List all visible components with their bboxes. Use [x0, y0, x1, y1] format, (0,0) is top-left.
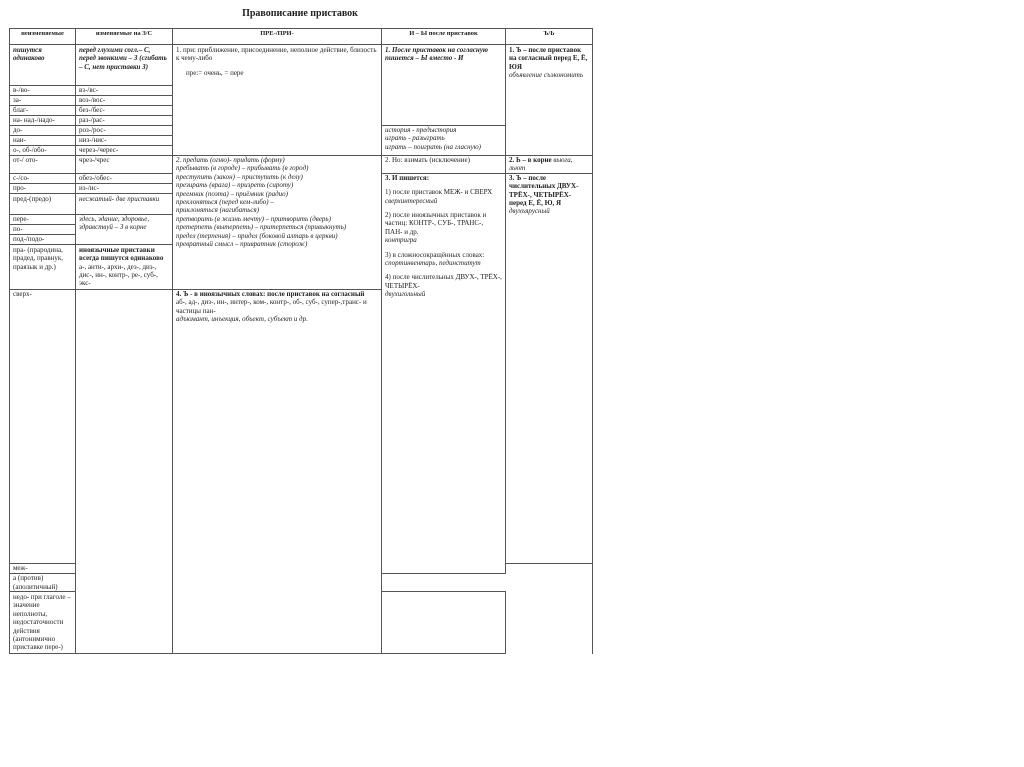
list-item: благ- — [10, 106, 76, 116]
list-item: обез-/обес- — [76, 173, 173, 183]
list-item: а (против) (аполитичный) — [10, 574, 76, 592]
list-item: без-/бес- — [76, 106, 173, 116]
sign-rule-4: 4. Ъ - в иноязычных словах: после приставок на согласный аб-, ад-, диз-, ин-, интер-, ком-, контр-, об-, суб-, супер-,транс- и частицы пан- адъюмант, инъекция, объект, субъект и др. — [173, 289, 382, 653]
list-item: до- — [10, 126, 76, 136]
list-item: на- над-/надо- — [10, 116, 76, 126]
header-hard-soft-sign: Ъ/Ь — [506, 29, 593, 45]
list-item: низ-/нис- — [76, 136, 173, 146]
list-item: с-/со- — [10, 173, 76, 183]
list-item: меж- — [10, 564, 76, 574]
pre-pri-section-2: 2. предать (огню)- придать (форму) пребывать (в городе) – прибывать (в город) преступить (закон) – приступить (к делу) презирать (врага) – призреть (сироту) преемник (поэта) – приёмник (радио) преклоняться (перед кем-либо) – приклоняться (нагибаться) претворить (в жизнь мечту) – притворить (дверь) претерпеть (вытерпеть) – притерпеться (привыкнуть) предел (терпения) – придел (боковой алтарь в церкви) превратный смысл – привратник (сторож) — [173, 156, 382, 290]
header-unchangeable: неизменяемые — [10, 29, 76, 45]
header-pre-pri: ПРЕ-/ПРИ- — [173, 29, 382, 45]
list-item: пере- — [10, 214, 76, 224]
list-item: воз-/вос- — [76, 96, 173, 106]
i-y-rule-3: 3. И пишется: 1) после приставок МЕЖ- и СВЕРХ сверхинтересный 2) после иноязычных приставок и частиц: КОНТР-, СУБ-, ТРАНС-, ПАН- и др. контригра 3) в сложносокращённых словах: спортинвентарь, пединститут 4) после числительных ДВУХ-, ТРЁХ-, ЧЕТЫРЁХ- двухигольный — [382, 173, 506, 573]
i-y-rule-2: 2. Но: взимать (исключение) — [382, 156, 506, 174]
sign-rule-3: 3. Ъ – после числительных ДВУХ-ТРЁХ-, ЧЕТЫРЁХ- перед Е, Ё, Ю, Я двухъярусный — [506, 173, 593, 563]
i-y-rule-1-head: 1. После приставок на согласную пишется – Ы вместо - И — [382, 45, 506, 126]
list-item: за- — [10, 96, 76, 106]
list-item: про- — [10, 183, 76, 193]
pre-pri-rule-1: 1. при: приближение, присоединение, неполное действие, близость к чему-либо — [176, 46, 377, 63]
list-item: в-/во- — [10, 86, 76, 96]
list-item: из-/ис- — [76, 183, 173, 193]
list-item: роз-/рос- — [76, 126, 173, 136]
sign-rule-2: 2. Ь – в корне вьюга, льют — [506, 156, 593, 174]
list-item: наи- — [10, 136, 76, 146]
pre-pri-rule-pre: пре:= очень, = пере — [186, 68, 244, 77]
header-zs: изменяемые на З/С — [76, 29, 173, 45]
list-item: недо- при глаголе – значение неполноты, недостаточности действия (антонимично приставке пере-) — [10, 592, 76, 654]
list-item: сверх- — [10, 289, 76, 564]
col2-note-2: здесь, здание, здоровье, здравствуй – З в корне — [76, 214, 173, 244]
list-item: через-/черес- — [76, 146, 173, 156]
foreign-prefixes: иноязычные приставки всегда пишутся одинаково а-, анти-, архи-, дез-, диз-, дис-, ин-, контр-, ре-, суб-, экс- — [76, 244, 173, 289]
i-y-examples: история - предыстория играть - разыграть играть – поиграть (на гласную) — [382, 126, 506, 156]
col2-subhead: перед глухими согл.– С, перед звонкими – З (сгибать – С, нет приставки З) — [76, 45, 173, 86]
list-item: о-, об-/обо- — [10, 146, 76, 156]
list-item: пра- (прародина, прадед, правнук, праязык и др.) — [10, 244, 76, 289]
header-i-y: И – Ы после приставок — [382, 29, 506, 45]
pre-pri-section-1 — [173, 45, 382, 156]
list-item: чрез-/чрес — [76, 156, 173, 174]
col1-subhead: пишутся одинаково — [10, 45, 76, 86]
header-row — [10, 29, 593, 45]
list-item: раз-/рас- — [76, 116, 173, 126]
sign-rule-1: 1. Ъ – после приставок на согласный перед Е, Ё, ЮЯ объявление съэкономить — [506, 45, 593, 156]
page-title: Правописание приставок — [242, 8, 358, 19]
list-item: от-/ ото- — [10, 156, 76, 174]
prefix-rules-table — [9, 28, 593, 654]
list-item: пред-(предо) — [10, 193, 76, 214]
list-item: вз-/вс- — [76, 86, 173, 96]
list-item: по- — [10, 224, 76, 234]
list-item: под-/подо- — [10, 234, 76, 244]
col2-note-1: несжатый- две приставки — [76, 193, 173, 214]
